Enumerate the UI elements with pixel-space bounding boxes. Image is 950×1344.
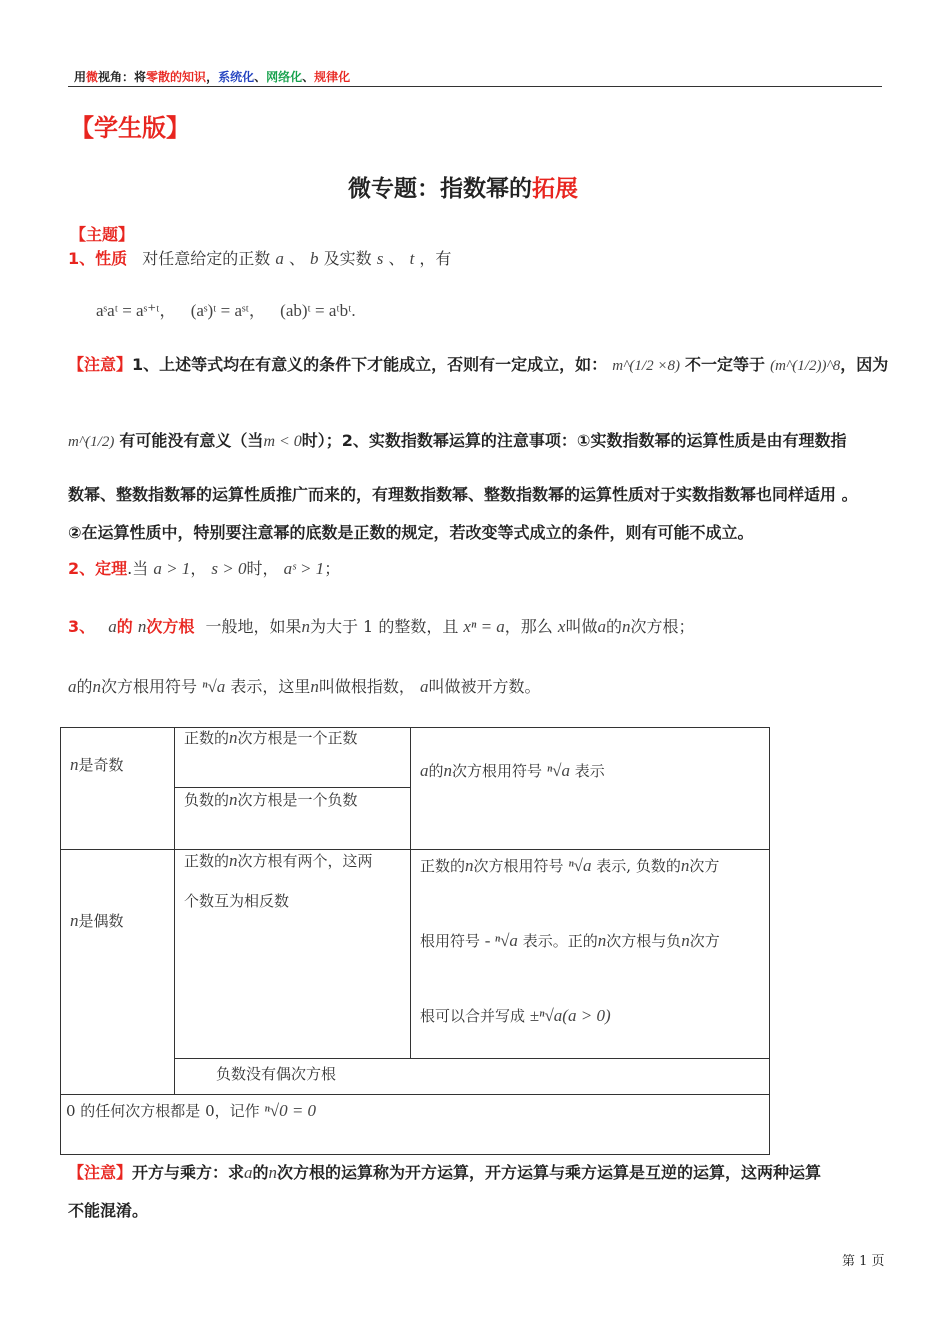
- cell-text: 正数的: [184, 852, 230, 870]
- even-label: [70, 910, 124, 931]
- section-2: [68, 556, 340, 579]
- table-rule: [174, 727, 175, 1094]
- odd-negative: [184, 789, 358, 810]
- topic-label: 【主题】: [70, 225, 135, 244]
- title-highlight: 拓展: [532, 176, 578, 202]
- cell-text: 0 的任何次方根都是 0，记作: [66, 1102, 260, 1120]
- note-2-line-2: 不能混淆。: [68, 1201, 149, 1220]
- cell-text: 是偶数: [78, 912, 124, 930]
- note-text: 的: [252, 1163, 269, 1182]
- cell-text: 次方根有两个，这两: [237, 852, 373, 870]
- root-symbol: ⁿ√a: [546, 761, 570, 780]
- cell-text: 表示: [574, 762, 605, 780]
- separator: 、: [388, 249, 405, 268]
- separator: 、: [288, 249, 305, 268]
- page-header: [74, 68, 350, 85]
- section-1-text: 对任意给定的正数: [142, 249, 271, 268]
- condition-2: s > 0: [211, 559, 247, 578]
- section-3-text: 为大于 1 的整数，且: [309, 617, 459, 636]
- section-3-text: ，那么: [504, 617, 553, 636]
- section-3-text: 的: [76, 677, 93, 696]
- page-title: [348, 170, 578, 203]
- expr-2: (m^(1/2))^8: [770, 358, 841, 374]
- root-symbol: ⁿ√a: [568, 856, 592, 875]
- section-3-text: 表示，这里: [230, 677, 311, 696]
- section-2-text: 时，: [246, 559, 279, 578]
- cell-text: 负数的: [184, 791, 230, 809]
- var-n: n: [229, 728, 238, 747]
- note-text: 次方根的运算称为开方运算，开方运算与乘方运算是互逆的运算，这两种运算: [277, 1163, 822, 1182]
- section-1-text3: ，有: [419, 249, 452, 268]
- section-3-text: 一般地，如果: [205, 617, 302, 636]
- var-t: t: [409, 249, 415, 268]
- even-notation-1: [420, 855, 719, 876]
- equation: xⁿ = a: [463, 617, 505, 636]
- cell-text: 次方根是一个负数: [237, 791, 358, 809]
- cell-text: 次方根用符号: [452, 762, 543, 780]
- section-1: [68, 246, 451, 269]
- section-3: [68, 614, 695, 637]
- var-x: x: [557, 617, 566, 636]
- even-positive-cont: 个数互为相反数: [184, 892, 290, 910]
- section-2-label: 2、定理: [68, 559, 128, 578]
- header-text: 微: [86, 70, 99, 84]
- section-3-label: 次方根: [146, 617, 195, 636]
- var-n: n: [597, 931, 607, 950]
- cell-text: 次方根用符号: [473, 857, 564, 875]
- cell-text: 表示。正的: [522, 932, 598, 950]
- cell-text: 的: [428, 762, 444, 780]
- note-text: 时）；2、实数指数幂运算的注意事项：①实数指数幂的运算性质是由有理数指: [301, 431, 847, 450]
- var-n: n: [621, 617, 631, 636]
- var-s: s: [376, 249, 384, 268]
- title-main: 微专题：指数幂的: [348, 176, 532, 202]
- negative-no-even-root: 负数没有偶次方根: [216, 1065, 337, 1083]
- note-text: ，因为: [840, 355, 889, 374]
- var-a: a: [275, 249, 284, 268]
- odd-notation: [420, 760, 605, 781]
- var-a: a: [68, 677, 77, 696]
- table-rule: [60, 849, 770, 850]
- table-rule: [60, 1094, 770, 1095]
- condition: m < 0: [263, 433, 302, 450]
- note-1-line-3: 数幂、整数指数幂的运算性质推广而来的，有理数指数幂、整数指数幂的运算性质对于实数指数幂也同样适用 。: [68, 485, 858, 504]
- property-formulas: [96, 296, 356, 321]
- section-1-text2: 及实数: [323, 249, 372, 268]
- section-3-text: 叫做被开方数。: [428, 677, 541, 696]
- section-3-number: 3、: [68, 617, 96, 636]
- header-divider: [68, 86, 882, 87]
- section-1-label: 1、性质: [68, 249, 128, 268]
- section-3-text: 叫做: [565, 617, 598, 636]
- var-n: n: [681, 931, 690, 950]
- even-positive: [184, 850, 373, 871]
- combined-root: ±ⁿ√a(a > 0): [529, 1006, 611, 1025]
- var-n: n: [70, 755, 79, 774]
- var-a: a: [108, 617, 117, 636]
- cell-text: 正数的: [184, 729, 230, 747]
- cell-text: 正数的: [420, 857, 466, 875]
- condition-1: a > 1: [153, 559, 191, 578]
- var-a: a: [420, 677, 429, 696]
- separator: ；: [324, 559, 341, 578]
- section-3-text: 次方根；: [630, 617, 695, 636]
- edition-label: 【学生版】: [70, 114, 190, 142]
- cell-text: 次方: [689, 932, 720, 950]
- header-text: 系统化: [218, 70, 255, 84]
- var-n: n: [301, 617, 310, 636]
- var-n: n: [443, 761, 453, 780]
- table-rule: [174, 1058, 770, 1059]
- expr-1: m^(1/2 ×8): [612, 358, 680, 374]
- var-a: a: [420, 761, 429, 780]
- note-label: 【注意】: [68, 1163, 133, 1182]
- zero-root: [66, 1100, 316, 1121]
- header-text: 零散的知识: [146, 70, 207, 84]
- header-text: 规律化: [314, 70, 351, 84]
- var-a: a: [244, 1163, 253, 1182]
- section-3-label: 的: [116, 617, 133, 636]
- cell-text: 次方根是一个正数: [237, 729, 358, 747]
- note-text: 不一定等于: [685, 355, 766, 374]
- var-n: n: [465, 856, 474, 875]
- cell-text: 次方: [689, 857, 720, 875]
- cell-text: 根用符号: [420, 932, 481, 950]
- cell-text: 表示, 负数的: [596, 857, 681, 875]
- header-text: 、: [254, 70, 267, 84]
- note-1-line-4: ②在运算性质中，特别要注意幂的底数是正数的规定，若改变等式成立的条件，则有可能不成立。: [68, 523, 754, 542]
- table-rule: [410, 727, 411, 1058]
- note-text: 有可能没有意义（当: [119, 431, 264, 450]
- root-symbol: ⁿ√a: [494, 931, 518, 950]
- separator: ，: [190, 559, 207, 578]
- formula-2: (aˢ)ᵗ = aˢᵗ，: [190, 301, 266, 320]
- var-a: a: [597, 617, 606, 636]
- neg-root-symbol: - ⁿ√a: [484, 931, 518, 950]
- var-n: n: [268, 1163, 278, 1182]
- cell-text: 根可以合并写成: [420, 1007, 526, 1025]
- header-text: 用: [74, 70, 87, 84]
- note-text: 1、上述等式均在有意义的条件下才能成立，否则有一定成立，如：: [132, 355, 608, 374]
- root-symbol: ⁿ√a: [202, 677, 226, 696]
- cell-text: 次方根与负: [606, 932, 682, 950]
- var-n: n: [229, 790, 238, 809]
- var-n: n: [229, 851, 238, 870]
- even-notation-3: [420, 1005, 611, 1026]
- note-1-line-1: [68, 352, 888, 375]
- var-n: n: [680, 856, 690, 875]
- section-3-text: 次方根用符号: [101, 677, 198, 696]
- note-text: 开方与乘方：求: [132, 1163, 245, 1182]
- note-label: 【注意】: [68, 355, 133, 374]
- header-text: 网络化: [266, 70, 303, 84]
- header-text: ，: [206, 70, 219, 84]
- header-text: 视角：将: [98, 70, 147, 84]
- zero-root-expr: ⁿ√0 = 0: [264, 1101, 317, 1120]
- conclusion: aˢ > 1: [283, 559, 325, 578]
- header-text: 、: [302, 70, 315, 84]
- var-n: n: [310, 677, 319, 696]
- var-n: n: [137, 617, 147, 636]
- odd-positive: [184, 727, 358, 748]
- cell-text: 是奇数: [78, 756, 124, 774]
- var-b: b: [310, 249, 319, 268]
- var-n: n: [70, 911, 79, 930]
- section-3-text: 叫做根指数，: [318, 677, 415, 696]
- section-3-line-2: [68, 674, 541, 697]
- formula-3: (ab)ᵗ = aᵗbᵗ.: [280, 301, 356, 320]
- note-1-line-2: [68, 428, 846, 451]
- section-2-text: .当: [127, 559, 149, 578]
- formula-1: aˢaᵗ = aˢ⁺ᵗ，: [96, 301, 177, 320]
- even-notation-2: [420, 930, 720, 951]
- note-2-line-1: [68, 1160, 821, 1183]
- page-number: 第 1 页: [842, 1254, 885, 1269]
- odd-label: [70, 754, 124, 775]
- section-3-text: 的: [605, 617, 622, 636]
- var-n: n: [92, 677, 102, 696]
- table-rule: [174, 787, 410, 788]
- expr-3: m^(1/2): [68, 434, 115, 450]
